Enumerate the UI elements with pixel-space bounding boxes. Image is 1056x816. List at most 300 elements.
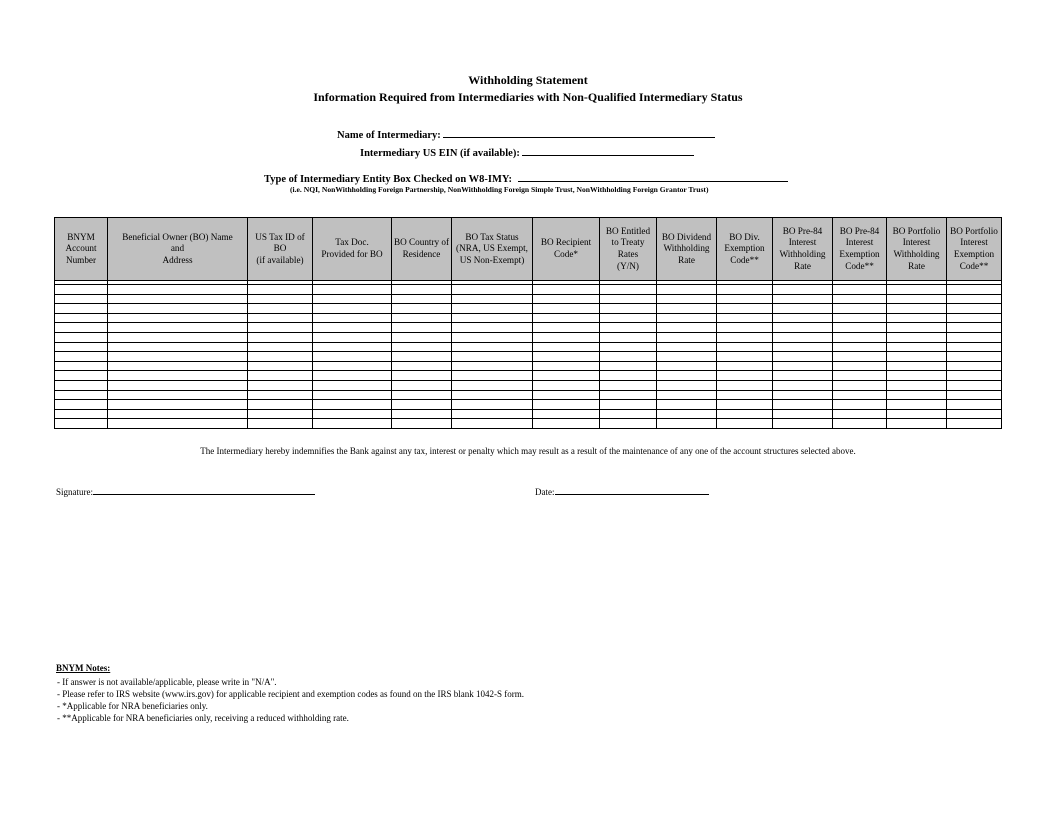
column-header-line: Beneficial Owner (BO) Name [122,231,233,242]
table-cell[interactable] [657,361,717,371]
table-cell[interactable] [947,294,1002,304]
column-header-line: BO Div. [729,231,760,242]
table-row [55,285,1002,295]
table-cell[interactable] [108,323,248,333]
table-cell[interactable] [887,332,947,342]
table-cell[interactable] [392,361,452,371]
notes-list [57,676,524,724]
column-header [947,218,1002,281]
table-cell[interactable] [313,285,392,295]
table-cell[interactable] [533,400,600,410]
table-cell[interactable] [657,419,717,429]
column-header [657,218,717,281]
column-header-line: BO Dividend [661,231,712,242]
notes-heading: BNYM Notes: [56,663,111,673]
table-cell[interactable] [392,313,452,323]
table-cell[interactable] [313,313,392,323]
table-cell[interactable] [248,419,313,429]
page-title: Withholding Statement [468,73,588,87]
table-cell[interactable] [947,409,1002,419]
table-cell[interactable] [887,352,947,362]
table-cell[interactable] [833,285,887,295]
table-cell[interactable] [452,371,533,381]
table-cell[interactable] [717,313,773,323]
table-cell[interactable] [657,380,717,390]
table-cell[interactable] [600,313,657,323]
entity-type-input[interactable] [518,172,788,182]
table-cell[interactable] [55,352,108,362]
table-cell[interactable] [947,361,1002,371]
column-header-line: (Y/N) [617,260,639,271]
table-cell[interactable] [392,342,452,352]
table-cell[interactable] [248,371,313,381]
table-cell[interactable] [657,390,717,400]
column-header-line: BNYM [67,231,95,242]
table-cell[interactable] [108,304,248,314]
table-cell[interactable] [108,390,248,400]
table-row [55,380,1002,390]
column-header [392,218,452,281]
table-cell[interactable] [717,390,773,400]
table-cell[interactable] [392,294,452,304]
table-cell[interactable] [533,352,600,362]
table-cell[interactable] [248,332,313,342]
table-cell[interactable] [717,400,773,410]
table-cell[interactable] [657,323,717,333]
table-cell[interactable] [313,332,392,342]
table-cell[interactable] [657,400,717,410]
table-cell[interactable] [657,332,717,342]
column-header [313,218,392,281]
date-field [535,486,709,497]
table-cell[interactable] [717,409,773,419]
table-cell[interactable] [313,380,392,390]
table-cell[interactable] [533,304,600,314]
table-cell[interactable] [392,390,452,400]
column-header [108,218,248,281]
table-cell[interactable] [452,313,533,323]
bo-withholding-table [54,217,1002,429]
table-cell[interactable] [55,304,108,314]
table-cell[interactable] [108,313,248,323]
table-cell[interactable] [452,323,533,333]
table-cell[interactable] [452,342,533,352]
column-header-line: BO Recipient [540,237,592,248]
table-row [55,304,1002,314]
column-header [533,218,600,281]
table-cell[interactable] [773,371,833,381]
table-cell[interactable] [108,361,248,371]
table-cell[interactable] [313,352,392,362]
table-cell[interactable] [55,419,108,429]
table-cell[interactable] [833,304,887,314]
table-cell[interactable] [533,380,600,390]
table-cell[interactable] [657,313,717,323]
table-cell[interactable] [833,342,887,352]
table-cell[interactable] [833,313,887,323]
table-row [55,390,1002,400]
column-header-line: Interest [902,237,931,248]
table-cell[interactable] [947,419,1002,429]
column-header-line: BO Pre-84 [782,225,823,236]
table-cell[interactable] [55,342,108,352]
column-header-line: Exemption [953,249,995,259]
table-cell[interactable] [55,294,108,304]
table-cell[interactable] [248,409,313,419]
note-item: - **Applicable for NRA beneficiaries only, receiving a reduced withholding rate. [57,713,349,723]
table-cell[interactable] [947,304,1002,314]
table-cell[interactable] [717,419,773,429]
table-cell[interactable] [717,323,773,333]
column-header [887,218,947,281]
table-cell[interactable] [600,409,657,419]
date-input[interactable] [555,486,709,495]
table-cell[interactable] [248,342,313,352]
table-cell[interactable] [55,371,108,381]
table-cell[interactable] [833,409,887,419]
table-cell[interactable] [773,419,833,429]
table-cell[interactable] [600,371,657,381]
table-cell[interactable] [717,371,773,381]
column-header-line: Account [65,243,97,254]
table-cell[interactable] [887,419,947,429]
page-subtitle: Information Required from Intermediaries with Non-Qualified Intermediary Status [313,90,743,104]
table-cell[interactable] [947,390,1002,400]
entity-type-label: Type of Intermediary Entity Box Checked on W8-IMY: [264,174,513,185]
table-cell[interactable] [887,342,947,352]
table-cell[interactable] [717,342,773,352]
table-cell[interactable] [533,361,600,371]
table-cell[interactable] [887,304,947,314]
table-cell[interactable] [887,285,947,295]
table-cell[interactable] [452,419,533,429]
table-cell[interactable] [657,409,717,419]
column-header-line: Exemption [839,249,880,259]
table-cell[interactable] [717,332,773,342]
column-header-line: Code** [845,260,874,271]
table-cell[interactable] [947,342,1002,352]
table-cell[interactable] [55,400,108,410]
table-cell[interactable] [600,390,657,400]
table-cell[interactable] [452,304,533,314]
table-cell[interactable] [313,361,392,371]
table-cell[interactable] [657,371,717,381]
table-cell[interactable] [533,390,600,400]
table-cell[interactable] [248,323,313,333]
table-cell[interactable] [108,285,248,295]
table-cell[interactable] [55,313,108,323]
table-cell[interactable] [773,400,833,410]
table-cell[interactable] [947,352,1002,362]
table-cell[interactable] [533,313,600,323]
table-cell[interactable] [452,409,533,419]
table-cell[interactable] [313,342,392,352]
signature-input[interactable] [93,486,315,495]
column-header [248,218,313,281]
table-cell[interactable] [833,294,887,304]
table-cell[interactable] [392,285,452,295]
table-cell[interactable] [717,285,773,295]
table-cell[interactable] [313,419,392,429]
signature-label: Signature: [56,487,93,497]
table-cell[interactable] [600,352,657,362]
name-of-intermediary-input[interactable] [443,128,715,138]
table-cell[interactable] [833,380,887,390]
column-header-line: BO Portfolio [950,225,998,236]
table-header-row [55,218,1002,281]
table-cell[interactable] [313,304,392,314]
table-cell[interactable] [887,380,947,390]
table-cell[interactable] [108,380,248,390]
table-cell[interactable] [600,342,657,352]
table-cell[interactable] [392,380,452,390]
table-cell[interactable] [773,294,833,304]
table-cell[interactable] [533,371,600,381]
column-header-line: Address [162,254,193,265]
column-header-line: BO Pre-84 [839,225,880,236]
table-cell[interactable] [947,371,1002,381]
table-cell[interactable] [717,304,773,314]
table-cell[interactable] [773,352,833,362]
table-cell[interactable] [887,400,947,410]
table-cell[interactable] [452,400,533,410]
column-header [833,218,887,281]
table-cell[interactable] [947,323,1002,333]
table-cell[interactable] [248,285,313,295]
table-cell[interactable] [248,400,313,410]
table-cell[interactable] [313,390,392,400]
intermediary-ein-field [360,146,694,159]
table-row [55,361,1002,371]
table-cell[interactable] [248,390,313,400]
table-cell[interactable] [600,400,657,410]
table-cell[interactable] [55,390,108,400]
table-cell[interactable] [108,419,248,429]
table-cell[interactable] [392,323,452,333]
column-header-line: Withholding [779,249,826,259]
table-cell[interactable] [313,409,392,419]
table-cell[interactable] [108,332,248,342]
table-cell[interactable] [392,400,452,410]
table-cell[interactable] [452,361,533,371]
table-cell[interactable] [947,332,1002,342]
date-label: Date: [535,487,555,497]
column-header [55,218,108,281]
table-cell[interactable] [657,352,717,362]
table-cell[interactable] [55,332,108,342]
table-cell[interactable] [313,371,392,381]
table-cell[interactable] [657,342,717,352]
table-cell[interactable] [55,361,108,371]
table-cell[interactable] [533,342,600,352]
table-cell[interactable] [248,380,313,390]
table-cell[interactable] [600,294,657,304]
table-cell[interactable] [887,323,947,333]
table-cell[interactable] [600,332,657,342]
table-cell[interactable] [773,313,833,323]
table-cell[interactable] [392,332,452,342]
table-cell[interactable] [313,294,392,304]
note-item: - Please refer to IRS website (www.irs.gov) for applicable recipient and exemption codes as found on the IRS blank 1042-S form. [57,689,525,699]
table-body [55,281,1002,429]
table-cell[interactable] [55,323,108,333]
table-cell[interactable] [657,304,717,314]
table-cell[interactable] [452,294,533,304]
table-cell[interactable] [533,419,600,429]
table-cell[interactable] [600,380,657,390]
table-cell[interactable] [452,380,533,390]
table-cell[interactable] [773,361,833,371]
table-row [55,313,1002,323]
table-row [55,342,1002,352]
table-cell[interactable] [657,285,717,295]
table-cell[interactable] [833,390,887,400]
table-cell[interactable] [833,352,887,362]
column-header-line: to Treaty [611,237,645,248]
intermediary-ein-input[interactable] [522,146,694,156]
table-cell[interactable] [392,304,452,314]
table-cell[interactable] [833,400,887,410]
signature-field [56,486,315,497]
table-cell[interactable] [248,304,313,314]
table-cell[interactable] [248,313,313,323]
column-header-line: US Tax ID of [255,231,305,242]
table-cell[interactable] [533,323,600,333]
column-header-line: US Non-Exempt) [459,254,525,265]
table-cell[interactable] [600,304,657,314]
table-cell[interactable] [717,380,773,390]
table-cell[interactable] [108,371,248,381]
table-cell[interactable] [887,313,947,323]
table-cell[interactable] [887,294,947,304]
table-cell[interactable] [887,390,947,400]
column-header-line: Interest [788,237,817,248]
table-cell[interactable] [773,409,833,419]
note-item: - *Applicable for NRA beneficiaries only. [57,701,208,711]
table-cell[interactable] [248,352,313,362]
column-header [717,218,773,281]
note-item: - If answer is not available/applicable, please write in "N/A". [57,677,277,687]
column-header-line: Withholding [663,243,710,254]
table-cell[interactable] [392,419,452,429]
table-cell[interactable] [108,409,248,419]
column-header-line: Code** [730,254,759,265]
column-header-line: Exemption [724,243,765,254]
table-cell[interactable] [717,361,773,371]
table-cell[interactable] [773,390,833,400]
entity-type-field [264,172,788,185]
column-header-line: (NRA, US Exempt, [456,243,528,254]
column-header-line: BO Tax Status [465,231,519,242]
table-cell[interactable] [55,409,108,419]
table-cell[interactable] [392,371,452,381]
table-cell[interactable] [452,390,533,400]
table-cell[interactable] [773,285,833,295]
column-header-line: Code* [554,249,578,259]
table-cell[interactable] [533,409,600,419]
name-of-intermediary-field [337,128,715,141]
table-cell[interactable] [55,380,108,390]
table-cell[interactable] [533,332,600,342]
table-cell[interactable] [833,419,887,429]
table-cell[interactable] [773,304,833,314]
column-header-line: BO Country of [393,237,450,248]
table-cell[interactable] [947,313,1002,323]
table-cell[interactable] [773,332,833,342]
table-row [55,323,1002,333]
table-cell[interactable] [452,352,533,362]
table-cell[interactable] [833,361,887,371]
table-cell[interactable] [657,294,717,304]
table-row [55,400,1002,410]
table-cell[interactable] [392,409,452,419]
table-cell[interactable] [55,285,108,295]
table-cell[interactable] [887,409,947,419]
table-cell[interactable] [600,285,657,295]
table-cell[interactable] [887,371,947,381]
table-row [55,294,1002,304]
table-cell[interactable] [313,400,392,410]
name-of-intermediary-label: Name of Intermediary: [337,130,441,141]
table-cell[interactable] [600,419,657,429]
table-row [55,371,1002,381]
table-cell[interactable] [717,352,773,362]
column-header-line: Tax Doc. [335,237,369,248]
table-cell[interactable] [108,400,248,410]
column-header-line: Interest [960,237,988,248]
column-header-line: Number [65,254,97,265]
table-cell[interactable] [773,323,833,333]
table-cell[interactable] [947,380,1002,390]
table-cell[interactable] [108,352,248,362]
table-cell[interactable] [392,352,452,362]
table-cell[interactable] [833,323,887,333]
table-cell[interactable] [600,361,657,371]
table-cell[interactable] [600,323,657,333]
table-cell[interactable] [452,332,533,342]
column-header-line: Rate [794,260,811,271]
column-header-line: Interest [845,237,874,248]
table-cell[interactable] [108,342,248,352]
column-header [600,218,657,281]
table-row [55,409,1002,419]
column-header-line: BO [273,243,287,254]
column-header-line: Rates [617,249,639,259]
column-header-line: Rate [678,254,695,265]
table-cell[interactable] [452,285,533,295]
table-cell[interactable] [887,361,947,371]
table-row [55,332,1002,342]
table-cell[interactable] [717,294,773,304]
column-header [773,218,833,281]
table-cell[interactable] [833,371,887,381]
column-header [452,218,533,281]
table-cell[interactable] [108,294,248,304]
table-cell[interactable] [773,342,833,352]
column-header-line: Withholding [893,249,940,259]
table-cell[interactable] [313,323,392,333]
table-cell[interactable] [533,294,600,304]
table-cell[interactable] [248,294,313,304]
table-cell[interactable] [947,285,1002,295]
table-cell[interactable] [533,285,600,295]
table-cell[interactable] [248,361,313,371]
table-cell[interactable] [773,380,833,390]
table-cell[interactable] [947,400,1002,410]
column-header-line: Code** [959,260,989,271]
table-cell[interactable] [833,332,887,342]
column-header-line: Provided for BO [321,249,383,259]
